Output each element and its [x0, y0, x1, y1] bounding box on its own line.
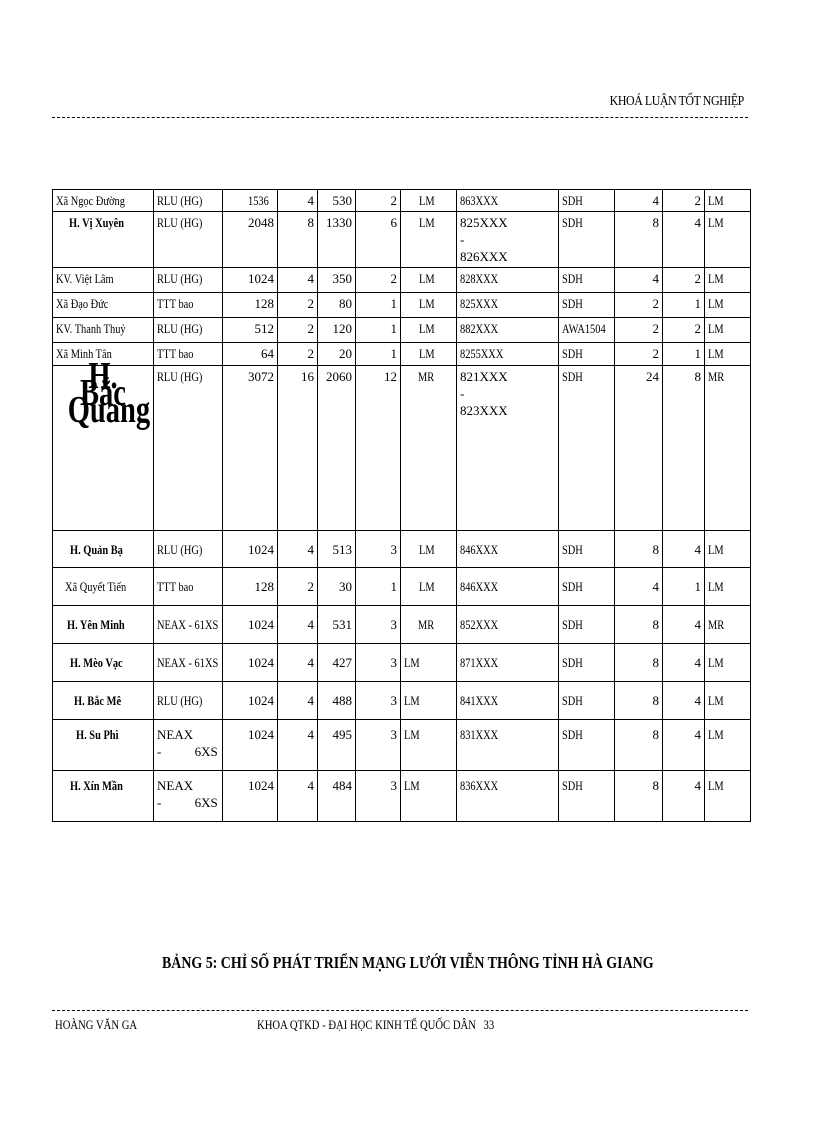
cell-value: 2 [278, 318, 318, 343]
cell-value: 4 [615, 268, 663, 293]
cell-value: 4 [615, 568, 663, 606]
cell-area: H. Vị Xuyên [53, 212, 154, 268]
cell-number-range: 828XXX [457, 268, 559, 293]
cell-value: 4 [278, 268, 318, 293]
cell-link: SDH [559, 366, 615, 531]
cell-value: 2 [663, 190, 705, 212]
cell-number-range: 852XXX [457, 606, 559, 644]
cell-switch-type: RLU (HG) [154, 212, 223, 268]
cell-link: SDH [559, 268, 615, 293]
cell-transmission: LM [705, 771, 751, 822]
table-row [53, 366, 751, 531]
cell-value: 530 [318, 190, 356, 212]
cell-value: 80 [318, 293, 356, 318]
cell-number-range: 871XXX [457, 644, 559, 682]
cell-switch-type: RLU (HG) [154, 531, 223, 568]
cell-transmission: MR [401, 366, 457, 531]
cell-transmission: LM [401, 212, 457, 268]
cell-value: 2 [615, 318, 663, 343]
cell-transmission: LM [401, 720, 457, 771]
cell-value: 2 [278, 343, 318, 366]
cell-value: 495 [318, 720, 356, 771]
cell-value: 8 [615, 531, 663, 568]
cell-switch-type: TTT bao [154, 568, 223, 606]
cell-value: 2 [615, 343, 663, 366]
cell-value: 30 [318, 568, 356, 606]
cell-value: 1 [356, 568, 401, 606]
cell-switch-type: RLU (HG) [154, 366, 223, 531]
cell-value: 513 [318, 531, 356, 568]
cell-transmission: LM [705, 293, 751, 318]
header-divider [52, 117, 748, 118]
cell-area: H. Bắc Mê [53, 682, 154, 720]
cell-transmission: MR [705, 606, 751, 644]
cell-area: Xã Minh Tân [53, 343, 154, 366]
cell-value: 8 [615, 644, 663, 682]
cell-value: 484 [318, 771, 356, 822]
cell-value: 8 [663, 366, 705, 531]
cell-value: 4 [615, 190, 663, 212]
cell-value: 120 [318, 318, 356, 343]
table-row [53, 606, 751, 644]
cell-switch-type: NEAX - 61XS [154, 606, 223, 644]
cell-value: 1 [663, 343, 705, 366]
cell-transmission: LM [401, 531, 457, 568]
table-row [53, 531, 751, 568]
cell-value: 1 [356, 318, 401, 343]
cell-value: 3 [356, 606, 401, 644]
cell-link: SDH [559, 771, 615, 822]
cell-value: 8 [615, 720, 663, 771]
page-header-title: KHOÁ LUẬN TỐT NGHIỆP [609, 94, 744, 109]
cell-transmission: LM [401, 343, 457, 366]
cell-value: 2 [356, 190, 401, 212]
cell-value: 1 [356, 343, 401, 366]
table-row [53, 318, 751, 343]
cell-transmission: LM [705, 212, 751, 268]
cell-value: 3 [356, 771, 401, 822]
cell-capacity: 1536 [223, 190, 278, 212]
cell-value: 2 [356, 268, 401, 293]
cell-transmission: LM [401, 682, 457, 720]
cell-switch-type: TTT bao [154, 343, 223, 366]
cell-link: SDH [559, 293, 615, 318]
cell-area: Xã Quyết Tiến [53, 568, 154, 606]
cell-switch-type: TTT bao [154, 293, 223, 318]
cell-value: 4 [278, 720, 318, 771]
cell-value: 6 [356, 212, 401, 268]
table-row [53, 212, 751, 268]
cell-link: SDH [559, 212, 615, 268]
cell-link: SDH [559, 720, 615, 771]
cell-transmission: LM [705, 720, 751, 771]
cell-transmission: LM [705, 682, 751, 720]
cell-value: 2 [663, 318, 705, 343]
cell-value: 488 [318, 682, 356, 720]
cell-link: AWA1504 [559, 318, 615, 343]
cell-capacity: 1024 [223, 771, 278, 822]
cell-transmission: LM [705, 531, 751, 568]
cell-transmission: LM [401, 318, 457, 343]
cell-capacity: 3072 [223, 366, 278, 531]
cell-value: 531 [318, 606, 356, 644]
cell-value: 2 [278, 568, 318, 606]
cell-value: 16 [278, 366, 318, 531]
cell-transmission: LM [705, 343, 751, 366]
table-row [53, 682, 751, 720]
cell-transmission: LM [401, 190, 457, 212]
table-caption: BẢNG 5: CHỈ SỐ PHÁT TRIỂN MẠNG LƯỚI VIỄN THÔNG TỈNH HÀ GIANG [162, 953, 654, 972]
cell-transmission: LM [705, 568, 751, 606]
cell-number-range: 825XXX - 826XXX [457, 212, 559, 268]
cell-transmission: LM [705, 268, 751, 293]
cell-transmission: LM [401, 268, 457, 293]
table-row [53, 268, 751, 293]
table-row [53, 568, 751, 606]
cell-link: SDH [559, 190, 615, 212]
cell-number-range: 821XXX - 823XXX [457, 366, 559, 531]
cell-transmission: MR [705, 366, 751, 531]
cell-capacity: 1024 [223, 682, 278, 720]
cell-transmission: LM [705, 190, 751, 212]
cell-transmission: LM [705, 318, 751, 343]
cell-capacity: 64 [223, 343, 278, 366]
cell-area-large: H. Bắc Quang [53, 366, 154, 531]
cell-area: H. Xín Mần [53, 771, 154, 822]
cell-capacity: 1024 [223, 268, 278, 293]
footer-author: HOÀNG VĂN GA [55, 1017, 138, 1032]
cell-area: KV. Thanh Thuỷ [53, 318, 154, 343]
table-row [53, 190, 751, 212]
cell-transmission: LM [401, 293, 457, 318]
cell-value: 8 [615, 212, 663, 268]
cell-value: 427 [318, 644, 356, 682]
cell-switch-type: RLU (HG) [154, 318, 223, 343]
cell-value: 4 [663, 606, 705, 644]
cell-capacity: 128 [223, 293, 278, 318]
cell-value: 2 [615, 293, 663, 318]
cell-value: 4 [663, 682, 705, 720]
table-row [53, 644, 751, 682]
cell-value: 1330 [318, 212, 356, 268]
cell-capacity: 1024 [223, 531, 278, 568]
cell-transmission: LM [401, 644, 457, 682]
cell-value: 4 [663, 771, 705, 822]
cell-value: 8 [615, 606, 663, 644]
cell-value: 8 [278, 212, 318, 268]
cell-value: 4 [278, 682, 318, 720]
telecom-table [52, 189, 751, 822]
cell-number-range: 863XXX [457, 190, 559, 212]
cell-capacity: 1024 [223, 644, 278, 682]
cell-area: Xã Ngọc Đường [53, 190, 154, 212]
cell-area: H. Su Phì [53, 720, 154, 771]
cell-transmission: LM [705, 644, 751, 682]
cell-number-range: 846XXX [457, 531, 559, 568]
cell-number-range: 841XXX [457, 682, 559, 720]
cell-value: 24 [615, 366, 663, 531]
cell-switch-type: RLU (HG) [154, 190, 223, 212]
cell-value: 2 [278, 293, 318, 318]
cell-value: 4 [663, 644, 705, 682]
cell-switch-type: NEAX - 6XS [154, 771, 223, 822]
cell-number-range: 8255XXX [457, 343, 559, 366]
cell-value: 3 [356, 531, 401, 568]
footer-faculty-text: KHOA QTKD - ĐẠI HỌC KINH TẾ QUỐC DÂN [257, 1017, 476, 1032]
cell-value: 4 [278, 531, 318, 568]
cell-number-range: 882XXX [457, 318, 559, 343]
cell-switch-type: NEAX - 6XS [154, 720, 223, 771]
cell-link: SDH [559, 606, 615, 644]
cell-number-range: 831XXX [457, 720, 559, 771]
cell-switch-type: RLU (HG) [154, 682, 223, 720]
cell-area: Xã Đạo Đức [53, 293, 154, 318]
cell-capacity: 2048 [223, 212, 278, 268]
cell-value: 4 [278, 606, 318, 644]
table-row [53, 771, 751, 822]
cell-value: 3 [356, 644, 401, 682]
cell-capacity: 1024 [223, 720, 278, 771]
cell-transmission: LM [401, 771, 457, 822]
table-row [53, 343, 751, 366]
cell-value: 3 [356, 682, 401, 720]
cell-value: 1 [663, 568, 705, 606]
cell-number-range: 825XXX [457, 293, 559, 318]
cell-area: H. Yên Minh [53, 606, 154, 644]
cell-value: 2060 [318, 366, 356, 531]
cell-transmission: LM [401, 568, 457, 606]
cell-link: SDH [559, 682, 615, 720]
cell-value: 12 [356, 366, 401, 531]
cell-value: 8 [615, 771, 663, 822]
cell-link: SDH [559, 644, 615, 682]
cell-value: 3 [356, 720, 401, 771]
cell-area: KV. Việt Lâm [53, 268, 154, 293]
cell-area: H. Quản Bạ [53, 531, 154, 568]
cell-value: 20 [318, 343, 356, 366]
cell-value: 1 [356, 293, 401, 318]
cell-capacity: 512 [223, 318, 278, 343]
cell-link: SDH [559, 531, 615, 568]
table-row [53, 293, 751, 318]
cell-value: 4 [663, 212, 705, 268]
cell-value: 2 [663, 268, 705, 293]
table-row [53, 720, 751, 771]
page-number: 33 [483, 1017, 495, 1032]
cell-capacity: 128 [223, 568, 278, 606]
cell-area: H. Mèo Vạc [53, 644, 154, 682]
footer-divider [52, 1010, 748, 1011]
cell-capacity: 1024 [223, 606, 278, 644]
cell-number-range: 836XXX [457, 771, 559, 822]
cell-value: 4 [278, 771, 318, 822]
cell-link: SDH [559, 568, 615, 606]
cell-link: SDH [559, 343, 615, 366]
cell-value: 4 [278, 644, 318, 682]
cell-value: 4 [663, 720, 705, 771]
cell-switch-type: NEAX - 61XS [154, 644, 223, 682]
cell-value: 4 [278, 190, 318, 212]
cell-switch-type: RLU (HG) [154, 268, 223, 293]
cell-transmission: MR [401, 606, 457, 644]
footer-faculty [257, 1017, 494, 1033]
cell-value: 4 [663, 531, 705, 568]
cell-number-range: 846XXX [457, 568, 559, 606]
cell-value: 8 [615, 682, 663, 720]
cell-value: 1 [663, 293, 705, 318]
cell-value: 350 [318, 268, 356, 293]
